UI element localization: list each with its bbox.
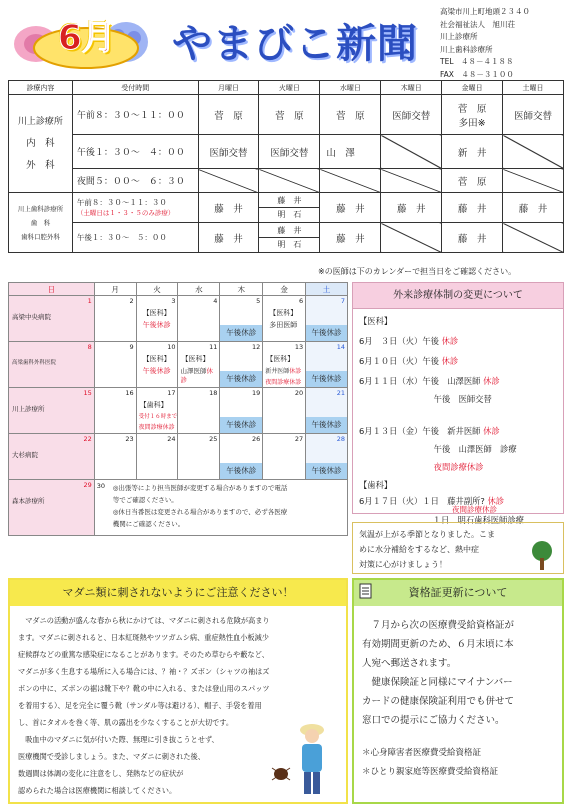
cal-note: 【歯科】 [139, 401, 168, 409]
notice-closed: 休診 [441, 356, 459, 366]
cal-day [263, 296, 306, 342]
day-number: 4 [213, 297, 218, 305]
cal-day [94, 388, 136, 434]
tick-line: し、首にタオルを巻く等、肌の露出を少なくすることが大切です。 [18, 718, 234, 727]
notice-text: 6月１７日（火）１日 藤井副所? [359, 496, 485, 506]
cal-header: 月 [94, 283, 136, 296]
day-number: 11 [209, 343, 218, 351]
calendar-header-row [9, 283, 348, 296]
dental-am-note: （土曜日は１・３・５のみ診療） [76, 208, 175, 217]
notice-text: 6月１３日（金）午後 新井医師 [359, 426, 481, 436]
cal-note: 【医科】 [181, 355, 210, 363]
tick-line: 吸血中のマダニに気が付いた際、無理に引き抜こうとせず、 [18, 735, 219, 744]
notice-text: 6月１０日（火）午後 [359, 356, 439, 366]
cal-day [306, 434, 348, 480]
d-pm-tue-1: 藤 井 [259, 224, 319, 238]
on-duty-hospital: 森本診療所 [12, 497, 45, 505]
notice-dent-label: 【歯科】 [359, 480, 393, 490]
dental-name: 川上歯科診療所 [17, 204, 64, 213]
day-number: 10 [167, 343, 176, 351]
d-pm-mon: 藤 井 [198, 223, 259, 253]
dept-internal: 内 科 [26, 137, 55, 149]
notice-title: 外来診療体制の変更について [353, 283, 563, 309]
night-sat-none [503, 169, 564, 193]
day-number: 23 [125, 435, 134, 443]
am-wed: 菅 原 [320, 95, 381, 135]
cert-line: 有効期間更新のため、６月末頃に本 [362, 639, 514, 650]
d-pm-tue-2: 明 石 [277, 239, 302, 249]
on-duty-hospital: 高梁中央病院 [12, 313, 51, 321]
notice-line [359, 375, 500, 387]
cal-note: 夜間診療休診 [265, 379, 302, 386]
cal-day [220, 296, 263, 342]
notice-closed: 休診 [483, 426, 500, 436]
closed-band: 午後休診 [220, 417, 262, 433]
day-number: 20 [294, 389, 304, 397]
cal-note: 夜間診療休診 [138, 424, 175, 431]
cal-note: 休診 [289, 368, 302, 375]
notice-closed: 休診 [483, 376, 500, 386]
d-am-mon: 藤 井 [198, 193, 259, 223]
day-number: 26 [251, 435, 261, 443]
cal-note: 休診 [180, 367, 213, 384]
d-pm-fri: 藤 井 [442, 223, 503, 253]
newsletter-title: やまびこ新聞 [172, 21, 418, 67]
cal-note: 山澤医師 [180, 367, 207, 375]
cal-day [220, 342, 263, 388]
closed-band: 午後休診 [306, 325, 347, 341]
day-number: 19 [251, 389, 261, 397]
notice-line: 午後 山澤医師 診療 [359, 444, 517, 454]
cal-note: 新井医師 [265, 368, 290, 375]
time-night: 夜間５：００～ ６：３０ [72, 169, 198, 193]
am-sat: 医師交替 [503, 95, 564, 135]
cal-note: 【医科】 [142, 355, 171, 363]
d-am-tue-1: 藤 井 [259, 194, 319, 208]
cert-line: カードの健康保険証利用でも併せて [362, 696, 515, 707]
cert-item: ＊ひとり親家庭等医療費受給資格証 [362, 767, 499, 777]
cal-day-30-notes [94, 480, 347, 536]
cal-day [136, 388, 178, 434]
header-cell: 受付時間 [72, 81, 198, 95]
cert-line: 健康保険証と同様にマイナンバー [362, 677, 513, 688]
schedule-table [8, 80, 564, 253]
cal-day [136, 342, 178, 388]
cert-line: 窓口での提示にご協力ください。 [362, 715, 505, 726]
cal-day [9, 296, 95, 342]
cal-notice-line: ◎休日当番医は変更される場合がありますので、必ず各医療 [112, 508, 288, 516]
notice-med-label: 【医科】 [359, 316, 393, 326]
cal-day [306, 388, 348, 434]
dental-pm-time: 午後１：３０～ ５：００ [72, 223, 198, 253]
cal-header: 日 [9, 283, 95, 296]
cal-notice-line: ◎出張等により担当医師が変更する場合がありますので電話 [112, 484, 288, 492]
notice-text: 6月１１日（水）午後 山澤医師 [359, 376, 481, 386]
day-number: 28 [336, 435, 345, 443]
header-cell: 木曜日 [381, 81, 442, 95]
closed-band: 午後休診 [220, 325, 262, 341]
cal-day [136, 296, 178, 342]
day-number: 5 [256, 297, 261, 305]
address-line: 高梁市川上町地頭２３４０ [440, 7, 530, 16]
notice-line: 夜間診療休診 [452, 505, 497, 514]
heat-line: 対策に心がけましょう！ [359, 560, 447, 569]
d-am-tue [259, 193, 320, 223]
day-number: 7 [340, 297, 345, 305]
tick-line: マダニの活動が盛んな春から秋にかけては、マダニに刺される危険が高まり [18, 616, 270, 625]
cal-day [94, 296, 136, 342]
am-fri [442, 95, 503, 135]
closed-band: 午後休診 [306, 417, 347, 433]
pm-wed: 山 澤 [320, 135, 381, 169]
night-thu-none [381, 169, 442, 193]
cal-day [263, 342, 306, 388]
cal-day [178, 388, 220, 434]
cal-day [9, 434, 95, 480]
am-mon: 菅 原 [198, 95, 259, 135]
day-number: 13 [294, 343, 304, 351]
certificate-renewal-box [352, 578, 564, 804]
pm-sat-none [503, 135, 564, 169]
address-line: 川上歯科診療所 [440, 44, 493, 54]
day-number: 21 [336, 389, 345, 397]
notice-text: 6月 ３日（火）午後 [359, 336, 439, 346]
cal-note: 午後休診 [142, 367, 171, 375]
time-am: 午前８：３０～１１：００ [72, 95, 198, 135]
day-number: 27 [294, 435, 304, 443]
day-number: 17 [167, 389, 176, 397]
heat-line: 気温が上がる季節となりました。こま [359, 530, 495, 539]
pm-mon: 医師交替 [198, 135, 259, 169]
am-thu: 医師交替 [381, 95, 442, 135]
cal-note: 多田医師 [269, 321, 298, 329]
dept-surgery: 外 科 [26, 159, 55, 171]
address-line: FAX ４８－３１００ [440, 69, 514, 79]
heat-line: めに水分補給をするなど、熱中症 [359, 545, 479, 554]
header-cell: 月曜日 [198, 81, 259, 95]
night-fri: 菅 原 [442, 169, 503, 193]
closed-band: 午後休診 [306, 371, 347, 387]
cal-day [9, 388, 95, 434]
closed-band: 午後休診 [220, 463, 262, 479]
closed-band: 午後休診 [220, 371, 262, 387]
on-duty-hospital: 川上診療所 [12, 405, 45, 413]
d-am-tue-2: 明 石 [277, 209, 302, 219]
pm-tue: 医師交替 [259, 135, 320, 169]
tick-line: 認められた場合は医療機関に相談してください。 [18, 786, 177, 795]
am-fri-doctor2: 多田※ [458, 117, 486, 129]
cal-day [9, 480, 95, 536]
clinic-name: 川上診療所 [17, 116, 63, 127]
night-tue-none [259, 169, 320, 193]
pm-thu-none [381, 135, 442, 169]
day-number: 29 [83, 481, 92, 489]
dental-am-time: 午前８：３０～１１：３０ [76, 197, 167, 207]
am-fri-doctor: 菅 原 [457, 103, 487, 115]
header-cell: 水曜日 [320, 81, 381, 95]
day-number: 2 [129, 297, 134, 305]
tick-line: を着用する）、足を完全に覆う靴（サンダル等は避ける）、帽子、手袋を着用 [18, 701, 262, 710]
d-am-thu: 藤 井 [381, 193, 442, 223]
notice-line [359, 335, 458, 347]
day-number: 24 [167, 435, 176, 443]
time-pm: 午後１：３０～ ４：００ [72, 135, 198, 169]
tick-line: マダニが多く生息する場所に入る場合には、？袖・？ズボン（シャツの袖はズ [18, 667, 270, 676]
address-line: TEL ４８－４１８８ [440, 57, 514, 67]
cert-line: 人宛へ郵送されます。 [362, 658, 457, 669]
d-am-fri: 藤 井 [442, 193, 503, 223]
d-pm-thu-none [381, 223, 442, 253]
dental-oral: 歯科口腔外科 [20, 232, 60, 241]
pm-fri: 新 井 [442, 135, 503, 169]
month-label: 6月 [58, 18, 116, 58]
tick-line: ボンの中に、ズボンの裾は靴下や？靴の中に入れる、または登山用のスパッツ [18, 684, 270, 693]
cal-note: 【医科】 [142, 309, 171, 317]
day-number: 16 [125, 389, 134, 397]
notice-line: 午後 医師交替 [359, 394, 492, 404]
dental-name-cell [9, 193, 73, 253]
cal-header: 火 [136, 283, 178, 296]
cal-day [178, 342, 220, 388]
notice-closed: 休診 [441, 336, 459, 346]
schedule-footnote: ※の医師は下のカレンダーで担当日をご確認ください。 [318, 267, 517, 276]
schedule-header-row [9, 81, 564, 95]
tick-line: 医療機関で受診しましょう。また、マダニに刺された後、 [18, 752, 205, 761]
d-pm-wed: 藤 井 [320, 223, 381, 253]
cal-note: 午後休診 [142, 321, 171, 329]
d-pm-sat-none [503, 223, 564, 253]
tick-line: 数週間は体調の変化に注意をし、発熱などの症状が [18, 769, 184, 778]
closed-band: 午後休診 [306, 463, 347, 479]
cal-day [178, 434, 220, 480]
cal-day [263, 388, 306, 434]
cal-header: 木 [220, 283, 263, 296]
tick-line: 症候群などの重篤な感染症になることがあります。そのため草むらや藪など、 [18, 650, 269, 659]
cal-day [178, 296, 220, 342]
dental-dept: 歯 科 [30, 218, 51, 227]
notice-closed: 休診 [487, 496, 505, 506]
day-number: 6 [298, 297, 304, 305]
cal-day [220, 434, 263, 480]
d-am-sat: 藤 井 [503, 193, 564, 223]
d-pm-tue [259, 223, 320, 253]
cal-day [94, 434, 136, 480]
day-number: 30 [96, 482, 105, 490]
cal-note: 【医科】 [269, 309, 298, 317]
day-number: 3 [171, 297, 176, 305]
tick-icon [268, 764, 294, 784]
certificate-body [362, 616, 562, 782]
cal-day [220, 388, 263, 434]
day-number: 14 [336, 343, 345, 351]
address-line: 社会福祉法人 旭川荘 [440, 19, 515, 29]
notice-line: 夜間診療休診 [359, 462, 484, 472]
header-cell: 金曜日 [442, 81, 503, 95]
cal-day [136, 434, 178, 480]
day-number: 15 [83, 389, 92, 397]
day-number: 25 [209, 435, 218, 443]
tick-warning-title: マダニ類に刺されないようにご注意ください！ [10, 580, 346, 606]
dental-am-time-cell [72, 193, 198, 223]
schedule-change-notice [352, 282, 564, 514]
cert-item: ＊心身障害者医療費受給資格証 [362, 748, 482, 758]
day-number: 18 [209, 389, 218, 397]
address-line: 川上診療所 [440, 32, 478, 42]
night-mon-none [198, 169, 259, 193]
notice-line [359, 425, 500, 437]
cal-day [263, 434, 306, 480]
header-cell: 火曜日 [259, 81, 320, 95]
cal-day [9, 342, 95, 388]
day-number: 9 [129, 343, 134, 351]
tree-icon [526, 540, 558, 572]
cal-header: 金 [263, 283, 306, 296]
on-duty-hospital: 高梁歯科外科医院 [12, 360, 57, 366]
certificate-title: 資格証更新について [354, 580, 562, 606]
cal-header: 水 [178, 283, 220, 296]
night-wed-none [320, 169, 381, 193]
clinic-address-block [440, 6, 568, 82]
cal-note: 受付１６時まで [138, 414, 178, 420]
clinic-name-cell [9, 95, 73, 193]
day-number: 22 [83, 435, 92, 443]
tick-line: ます。マダニに刺されると、日本紅斑熱やツツガムシ病、重症熱性血小板減少 [18, 633, 269, 642]
am-tue: 菅 原 [259, 95, 320, 135]
cert-line: ７月から次の医療費受給資格証が [362, 620, 515, 631]
day-number: 8 [87, 343, 92, 351]
calendar-table [8, 282, 348, 536]
on-duty-hospital: 大杉病院 [12, 451, 38, 459]
d-am-wed: 藤 井 [320, 193, 381, 223]
cal-day [94, 342, 136, 388]
cal-header: 土 [306, 283, 348, 296]
cal-notice-line: 機関にご確認ください。 [112, 520, 185, 528]
cal-day [306, 342, 348, 388]
cal-note: 【医科】 [266, 355, 295, 363]
day-number: 12 [251, 343, 261, 351]
header-cell: 土曜日 [503, 81, 564, 95]
document-icon [358, 583, 374, 599]
cal-day [306, 296, 348, 342]
cal-notice-line: 等でご確認ください。 [112, 496, 178, 504]
header-cell: 診療内容 [9, 81, 73, 95]
notice-line [359, 355, 458, 367]
day-number: 1 [87, 297, 92, 305]
notice-line: １日 明石歯科医師診療 [358, 515, 524, 525]
hiker-icon [282, 716, 342, 802]
